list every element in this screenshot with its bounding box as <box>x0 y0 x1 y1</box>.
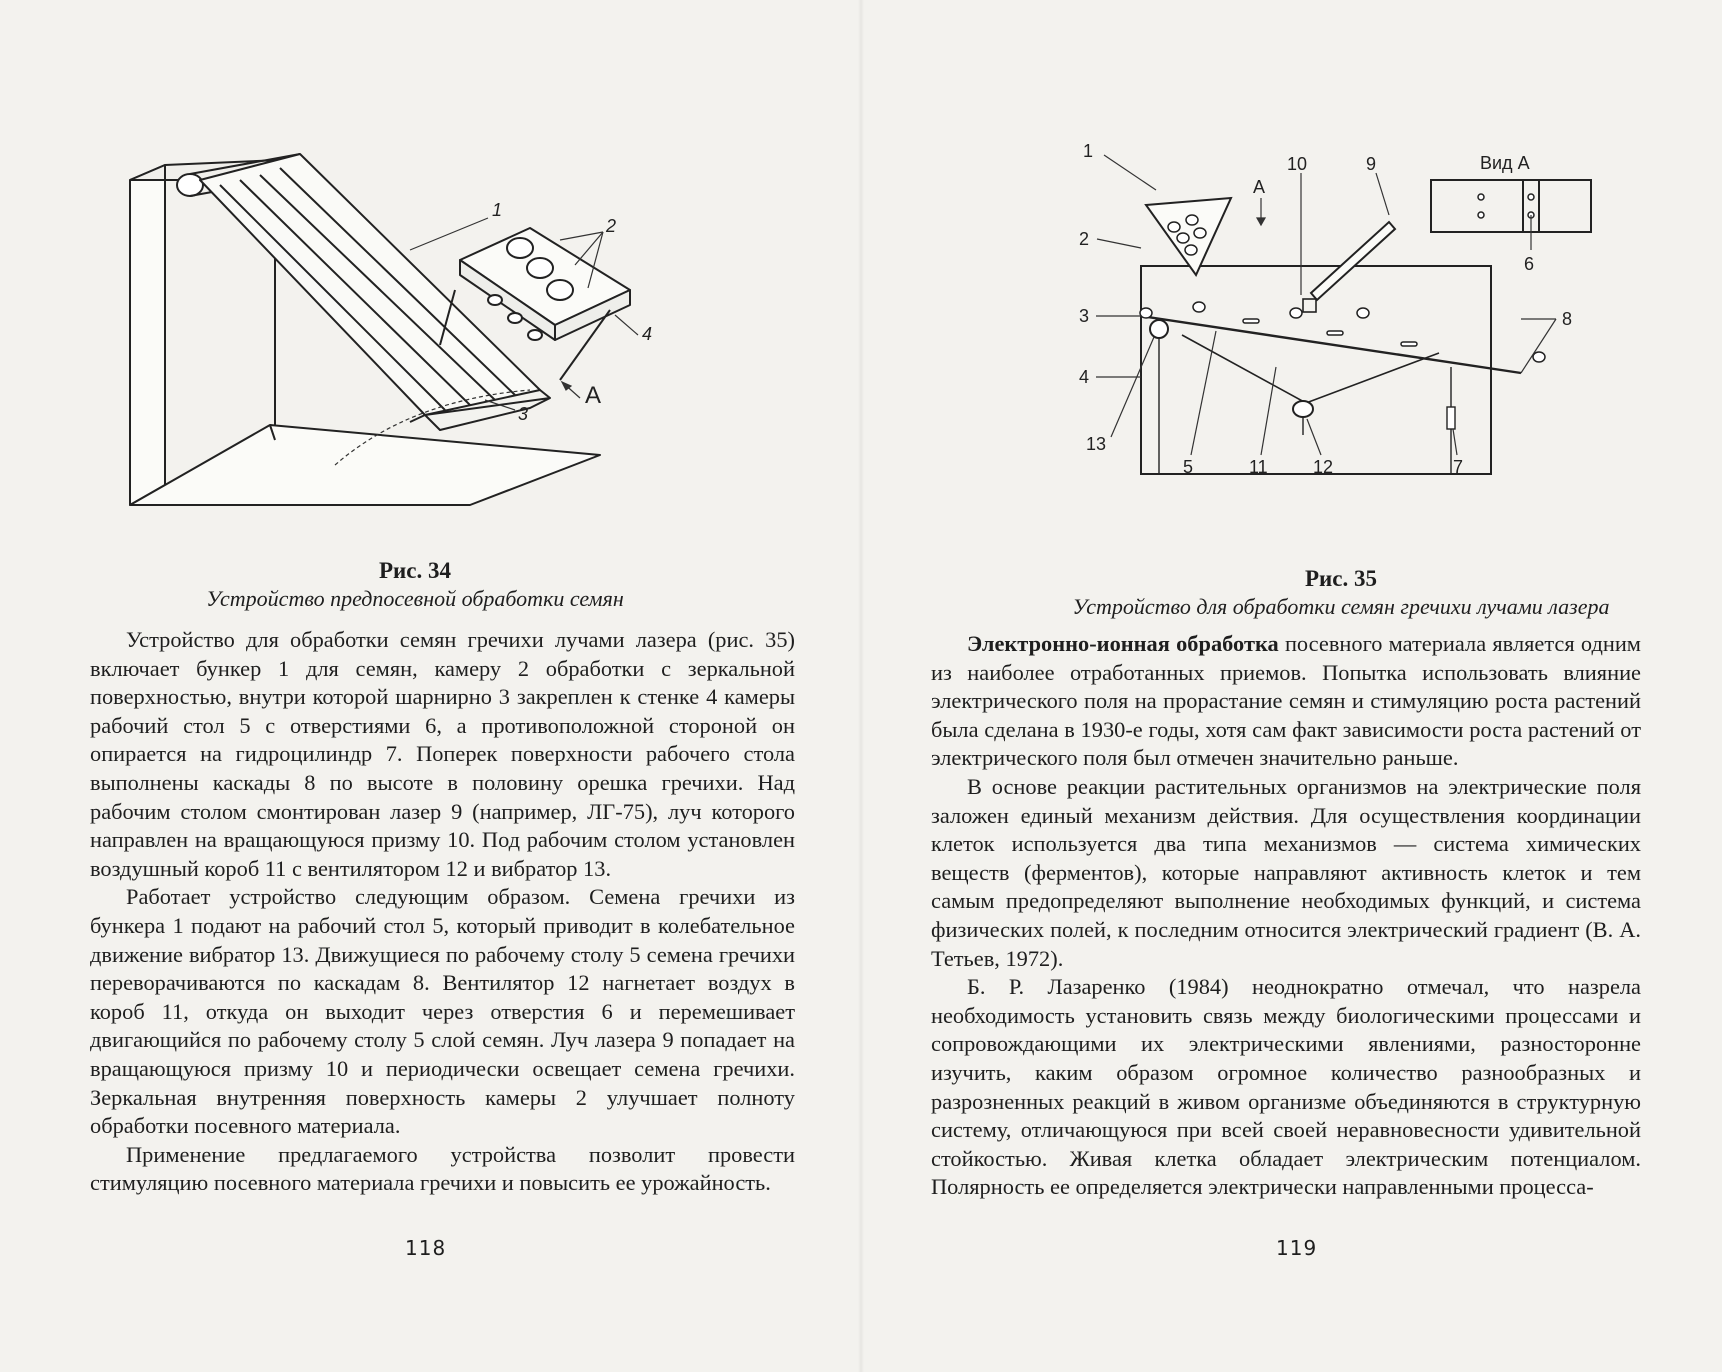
fig35-label-9: 9 <box>1366 154 1377 174</box>
fig35-label-11: 11 <box>1249 457 1268 477</box>
fig35-label-13: 13 <box>1086 434 1107 454</box>
right-paragraph-3: Б. Р. Лазаренко (1984) неоднократно отмечал, что назрела необходимость установить связь между биологическими процессами и сопровождающими их электрическими явлениями, разносторонне изучить, каким образом огромное количество разнообразных и разрозненных реакций в живом организме объединяются в структурную систему, отличающуюся при всей своей неравновесности удивительной стойкостью. Живая клетка обладает электрическим потенциалом. Полярность ее определяется электрически направленными процесса- <box>931 974 1641 1200</box>
right-paragraph-1-text: посевного материала является одним из наиболее отработанных приемов. Попытка использовать влияние электрического поля на прорастание семян и стимуляцию роста растений была сделана в 1930-е годы, хотя сам факт зависимости роста растений от электрического поля был отмечен значительно раньше. <box>931 631 1641 771</box>
figure-35-title: Устройство для обработки семян гречихи лучами лазера <box>1072 594 1610 619</box>
left-paragraph-1: Устройство для обработки семян гречихи лучами лазера (рис. 35) включает бункер 1 для семян, камеру 2 обработки с зеркальной поверхностью, внутри которой шарнирно 3 закреплен к стенке 4 камеры рабочий стол 5 с отверстиями 6, а противоположной стороной он опирается на гидроцилиндр 7. Поперек поверхности рабочего стола выполнены каскады 8 по высоте в половину орешка гречихи. Над рабочим столом смонтирован лазер 9 (например, ЛГ-75), луч которого направлен на вращающуюся призму 10. Под рабочим столом установлен воздушный короб 11 с вентилятором 12 и вибратор 13. <box>90 627 795 881</box>
left-paragraph-3: Применение предлагаемого устройства позволит провести стимуляцию посевного материала гречихи и повысить ее урожайность. <box>90 1141 795 1196</box>
fig35-label-8: 8 <box>1562 309 1573 329</box>
fig35-label-3: 3 <box>1079 306 1090 326</box>
fig35-label-12: 12 <box>1313 457 1334 477</box>
fig35-label-2: 2 <box>1079 229 1090 249</box>
right-page <box>861 0 1722 1372</box>
figure-35-diagram <box>991 141 1711 540</box>
fig35-label-4: 4 <box>1079 367 1090 387</box>
figure-34-number: Рис. 34 <box>378 558 451 583</box>
fig35-label-5: 5 <box>1183 457 1194 477</box>
left-paragraph-2: Работает устройство следующим образом. Семена гречихи из бункера 1 подают на рабочий стол 5, который приводит в колебательное движение вибратор 13. Движущиеся по рабочему столу 5 семена гречихи переворачиваются по каскадам 8. Вентилятор 12 нагнетает воздух в короб 11, откуда он выходит через отверстия 6 и перемешивает двигающийся по рабочему столу 5 слой семян. Луч лазера 9 попадает на вращающуюся призму 10 и периодически освещает семена гречихи. Зеркальная внутренняя поверхность камеры 2 улучшает полноту обработки посевного материала. <box>90 884 795 1139</box>
fig35-label-6: 6 <box>1524 254 1535 274</box>
lead-bold-term: Электронно-ионная обработка <box>967 631 1279 656</box>
figure-34-drawing <box>110 140 653 550</box>
right-paragraph-1 <box>931 630 1641 773</box>
page-number-left: 118 <box>405 1236 447 1260</box>
fig35-label-10: 10 <box>1287 154 1308 174</box>
page-number-right: 119 <box>1276 1236 1318 1260</box>
fig34-label-4: 4 <box>642 324 653 344</box>
fig35-label-a: A <box>1253 177 1266 197</box>
right-paragraph-2: В основе реакции растительных организмов на электрические поля заложен единый механизм действия. Для осуществления координации клеток используется два типа механизмов — система химических веществ (ферментов), которые направляют активность клеток и тем самым предопределяют выполнение необходимых функций, и система физических полей, к последним относится электрический градиент (В. А. Тетьев, 1972). <box>931 773 1641 971</box>
fig34-label-a: A <box>585 382 602 409</box>
fig34-label-2: 2 <box>606 216 617 236</box>
fig35-label-view-a: Вид А <box>1480 153 1530 173</box>
right-page-body <box>931 630 1641 1202</box>
figure-35-caption <box>981 565 1701 621</box>
figure-34-title: Устройство предпосевной обработки семян <box>206 586 624 611</box>
fig34-label-3: 3 <box>518 404 529 424</box>
fig35-label-1: 1 <box>1083 141 1094 161</box>
figure-35-number: Рис. 35 <box>1304 566 1377 591</box>
fig35-label-7: 7 <box>1453 457 1464 477</box>
left-page-body <box>90 626 795 1198</box>
fig34-label-1: 1 <box>492 200 503 220</box>
figure-34-caption <box>130 557 700 613</box>
